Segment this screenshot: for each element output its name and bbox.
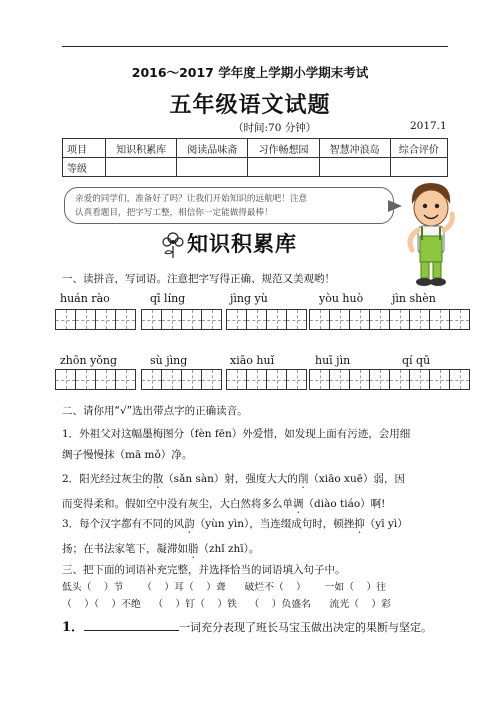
top-rule — [62, 46, 448, 47]
dotted-character: 韵 — [184, 518, 195, 530]
exam-time: （时间:70 分钟） — [233, 122, 317, 134]
table-row — [63, 158, 448, 177]
sentence-text: （yī yì） — [364, 518, 408, 530]
sentence-text: 扬；在书法家笔下，凝滞如 — [62, 543, 188, 555]
question-2-sentence-2 — [62, 471, 462, 516]
section-title: 知识积累库 — [187, 232, 297, 256]
sentence-text: 3．每个汉字都有不同的风 — [62, 518, 185, 530]
pinyin-label: qí qū — [402, 354, 431, 367]
writing-grid[interactable] — [142, 309, 222, 330]
bubble-line: 认真看题目，把字写工整，相信你一定能做得最棒！ — [75, 208, 273, 218]
sentence-text: （diào tiáo）啊! — [303, 498, 386, 510]
grade-input-cell[interactable] — [106, 158, 177, 177]
question-2-sentence-3 — [62, 516, 462, 561]
dotted-character: 散 — [152, 473, 164, 485]
question-1-heading: 一、读拼音，写词语。注意把字写得正确、规范又美观哟！ — [62, 273, 335, 285]
sentence-text: （zhǐ zhī）。 — [198, 543, 260, 555]
table-row — [63, 139, 448, 158]
grade-input-cell[interactable] — [319, 158, 390, 177]
exam-title: 2016～2017 学年度上学期小学期末考试 — [131, 65, 369, 80]
sentence-text: 2．阳光经过灰尘的 — [62, 473, 153, 485]
question-2-heading: 二、请你用“√”选出带点字的正确读音。 — [62, 405, 248, 417]
dotted-character: 削 — [297, 473, 309, 485]
writing-grid[interactable] — [142, 369, 222, 390]
score-table — [62, 138, 448, 177]
writing-grid[interactable] — [310, 369, 390, 390]
pinyin-label: xiāo huǐ — [230, 354, 275, 367]
table-cell: 习作畅想园 — [248, 139, 319, 158]
question-2-sentence-1 — [62, 426, 462, 463]
pinyin-label: qī líng — [150, 292, 186, 305]
sentence-line: 绸子慢慢抹（mā mǒ）净。 — [62, 449, 193, 461]
writing-grid[interactable] — [56, 309, 136, 330]
word-fill-line: （ ）（ ）不绝 （ ）钉（ ）铁 （ ）负盛名 流光（ ）彩 — [62, 599, 391, 610]
sentence-line: 1．外祖父对这幅墨梅图分（fèn fēn）外爱惜，如发现上面有污迹，会用细 — [62, 428, 411, 440]
table-cell: 综合评价 — [390, 139, 447, 158]
pinyin-label: yòu huò — [319, 292, 364, 305]
writing-grid[interactable] — [310, 309, 390, 330]
table-cell: 项目 — [63, 139, 106, 158]
pinyin-label: jìng yù — [230, 292, 268, 305]
pinyin-label: huī jìn — [315, 354, 351, 367]
bubble-line: 亲爱的同学们，准备好了吗？让我们开始知识的远航吧！注意 — [75, 194, 308, 204]
paper-title: 五年级语文试题 — [169, 92, 331, 118]
table-cell: 智慧冲浪岛 — [319, 139, 390, 158]
word-fill-line: 低头（ ）节 （ ）耳（ ）聋 破烂不（ ） 一如（ ）往 — [62, 582, 387, 593]
item-number: 1． — [62, 620, 85, 635]
speech-bubble — [64, 187, 394, 224]
table-cell: 知识积累库 — [106, 139, 177, 158]
item-text: 一词充分表现了班长马宝玉做出决定的果断与坚定。 — [179, 621, 433, 634]
pinyin-label: sù jìng — [150, 354, 188, 367]
table-cell: 阅读品味斋 — [177, 139, 248, 158]
grade-input-cell[interactable] — [248, 158, 319, 177]
pinyin-label: jìn shèn — [392, 292, 436, 305]
sentence-text: 而变得柔和。假如空中没有灰尘，大白然将多么单 — [62, 498, 293, 510]
grade-input-cell[interactable] — [177, 158, 248, 177]
flower-icon — [160, 229, 186, 259]
writing-grid[interactable] — [227, 369, 307, 390]
question-3-heading: 三、把下面的词语补充完整，并选择恰当的词语填入句子中。 — [62, 564, 346, 576]
answer-blank[interactable] — [84, 618, 179, 631]
dotted-character: 脂 — [188, 543, 199, 555]
grade-input-cell[interactable] — [390, 158, 447, 177]
pinyin-label: zhōn yǒng — [60, 354, 118, 367]
table-cell: 等级 — [63, 158, 106, 177]
sentence-text: （yùn yìn），当连缀成句时，顿挫 — [194, 518, 355, 530]
cartoon-boy-icon — [400, 180, 460, 290]
writing-grid[interactable] — [390, 309, 470, 330]
dotted-character: 调 — [293, 498, 304, 510]
dotted-character: 抑 — [354, 518, 365, 530]
sentence-text: （xiāo xuē）弱，因 — [308, 473, 405, 485]
pinyin-label: huán rào — [60, 292, 110, 305]
writing-grid[interactable] — [390, 369, 470, 390]
writing-grid[interactable] — [227, 309, 307, 330]
question-3-item-1 — [62, 618, 462, 636]
sentence-text: （sǎn sàn）射，强度大大的 — [163, 473, 298, 485]
writing-grid[interactable] — [56, 369, 136, 390]
exam-date: 2017.1 — [410, 120, 447, 132]
